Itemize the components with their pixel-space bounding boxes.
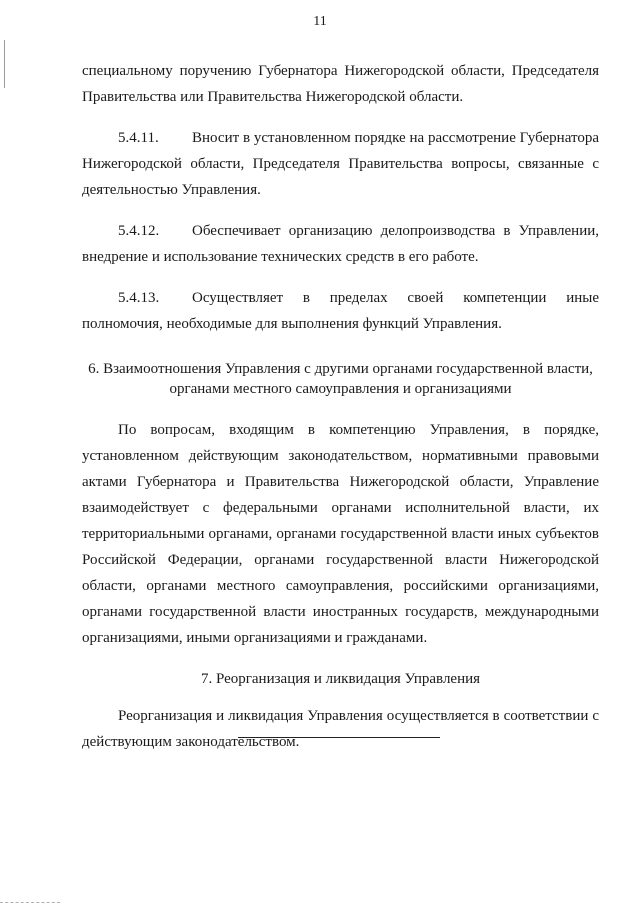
clause-number: 5.4.12. <box>118 223 160 239</box>
section-6-heading-line2: органами местного самоуправления и организациями <box>169 381 512 397</box>
scan-corner-mark <box>0 902 60 903</box>
document-body <box>82 58 599 755</box>
section-7-body: Реорганизация и ликвидация Управления осуществляется в соответствии с действующим законодательством. <box>82 708 599 750</box>
clause-number: 5.4.11. <box>118 130 159 146</box>
section-6-body: По вопросам, входящим в компетенцию Управления, в порядке, установленном действующим законодательством, нормативными правовыми актами Губернатора и Правительства Нижегородской области, Управление взаимодействует с федеральными органами исполнительной власти, их территориальными органами, органами государственной власти иных субъектов Российской Федерации, органами государственной власти Нижегородской области, органами местного самоуправления, российскими организациями, органами государственной власти иностранных государств, международными организациями, иными организациями и гражданами. <box>82 422 599 646</box>
scan-edge-mark <box>4 40 5 88</box>
section-6-heading-line1: 6. Взаимоотношения Управления с другими органами государственной власти, <box>88 361 593 377</box>
clause-5-4-11 <box>82 125 599 203</box>
clause-text: Осуществляет в пределах своей компетенции иные полномочия, необходимые для выполнения функций Управления. <box>82 290 599 332</box>
page-number: 11 <box>313 14 327 29</box>
clause-text: Вносит в установленном порядке на рассмотрение Губернатора Нижегородской области, Председателя Правительства вопросы, связанные с деятельностью Управления. <box>82 130 599 198</box>
clause-5-4-13 <box>82 285 599 337</box>
section-6-heading <box>82 359 599 399</box>
section-7-heading: 7. Реорганизация и ликвидация Управления <box>200 671 481 687</box>
clause-5-4-12 <box>82 218 599 270</box>
clause-text: Обеспечивает организацию делопроизводства в Управлении, внедрение и использование технических средств в его работе. <box>82 223 599 265</box>
end-of-document-rule <box>238 737 440 738</box>
clause-continuation: специальному поручению Губернатора Нижегородской области, Председателя Правительства или Правительства Нижегородской области. <box>82 63 599 105</box>
clause-number: 5.4.13. <box>118 290 160 306</box>
